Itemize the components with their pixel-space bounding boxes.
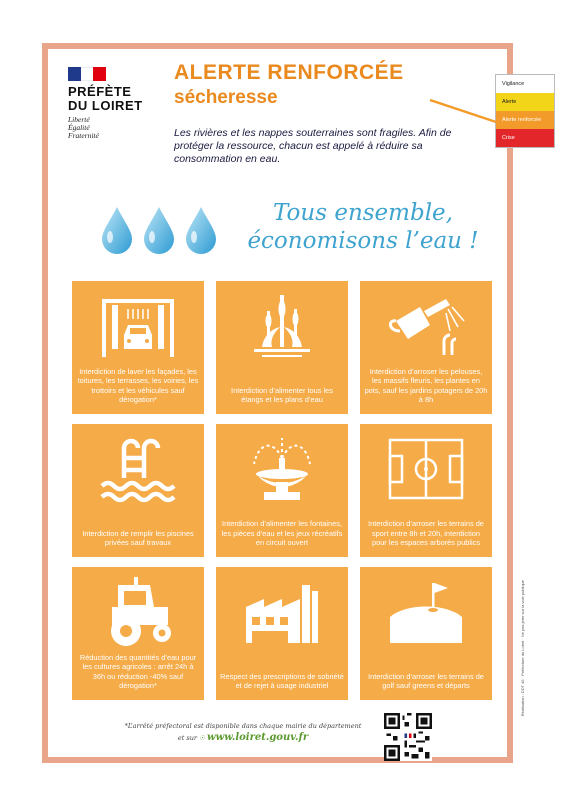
pond-reeds-icon [242, 291, 322, 361]
slogan [233, 199, 493, 255]
restriction-tile [72, 424, 204, 557]
fountain-icon [242, 434, 322, 504]
legend-arrow-icon [428, 98, 498, 128]
tile-text: Interdiction d’alimenter tous les étangs et les plans d’eau [231, 385, 333, 404]
restriction-tile [72, 567, 204, 700]
motto-egalite: Égalité [68, 123, 90, 132]
page-subtitle: sécheresse [174, 87, 278, 108]
tile-text: Interdiction d’arroser les terrains de sport entre 8h et 20h, interdiction pour les espaces arborés publics [368, 519, 484, 547]
tile-text: Interdiction de remplir les piscines privées sauf travaux [82, 528, 194, 547]
footer-note [108, 721, 378, 744]
tile-text: Interdiction d’arroser les pelouses, les massifs fleuris, les plantes en pots, sauf les jardins potagers de 20h à 8h [364, 367, 488, 404]
motto-fraternite: Fraternité [68, 131, 99, 140]
poster-frame [42, 43, 513, 763]
prefecture-logo [68, 67, 158, 140]
restriction-tile [216, 424, 348, 557]
org-name-1: PRÉFÈTE [68, 84, 132, 99]
restriction-tile [216, 567, 348, 700]
golf-icon [386, 577, 466, 647]
restriction-tile [360, 424, 492, 557]
french-flag-icon [68, 67, 106, 81]
restrictions-grid [72, 281, 492, 700]
tractor-icon [98, 577, 178, 647]
legend-level-alerte: Alerte [496, 93, 554, 111]
motto-liberte: Liberté [68, 115, 90, 124]
slogan-line-1: Tous ensemble, [273, 200, 453, 226]
restriction-tile [360, 567, 492, 700]
restriction-tile [216, 281, 348, 414]
tile-text: Respect des prescriptions de sobriété et de rejet à usage industriel [220, 671, 344, 690]
swimming-pool-icon [98, 434, 178, 504]
page-title: ALERTE RENFORCÉE [174, 61, 404, 84]
sports-field-icon [386, 434, 466, 504]
motto [68, 116, 158, 140]
slogan-line-2: économisons l’eau ! [247, 228, 479, 254]
restriction-tile [72, 281, 204, 414]
footer-legal-text: *L’arrêté préfectoral est disponible dans chaque mairie du département [124, 722, 362, 730]
side-credit-text: Réalisation : DDT 45 · Préfecture du Loiret · Ne pas jeter sur la voie publique [520, 580, 525, 717]
watering-can-icon [386, 291, 466, 361]
qr-code-icon[interactable] [384, 713, 432, 761]
factory-icon [242, 577, 322, 647]
tile-text: Réduction des quantités d’eau pour les cultures agricoles : arrêt 24h à 36h ou réduction -40% sauf dérogation* [79, 653, 197, 690]
website-link[interactable]: www.loiret.gouv.fr [207, 732, 309, 743]
intro-text: Les rivières et les nappes souterraines sont fragiles. Afin de protéger la ressource, chacun est appelé à réduire sa consommation en eau. [174, 127, 452, 165]
alert-level-legend [495, 74, 555, 148]
tile-text: Interdiction de laver les façades, les toitures, les terrasses, les voiries, les trottoirs et les véhicules sauf dérogation* [77, 367, 199, 404]
legend-level-vigilance: Vigilance [496, 75, 554, 93]
org-name-2: DU LOIRET [68, 98, 143, 113]
water-drops-icon [98, 205, 220, 255]
globe-icon: ☉ [199, 734, 205, 742]
footer-prefix: et sur [177, 734, 198, 742]
restriction-tile [360, 281, 492, 414]
legend-level-alerte-renforcee: Alerte renforcée [496, 111, 554, 129]
tile-text: Interdiction d’alimenter les fontaines, les pièces d’eau et les jeux récréatifs en circuit ouvert [221, 519, 343, 547]
car-wash-icon [98, 291, 178, 361]
tile-text: Interdiction d’arroser les terrains de golf sauf greens et départs [368, 671, 484, 690]
legend-level-crise: Crise [496, 129, 554, 147]
